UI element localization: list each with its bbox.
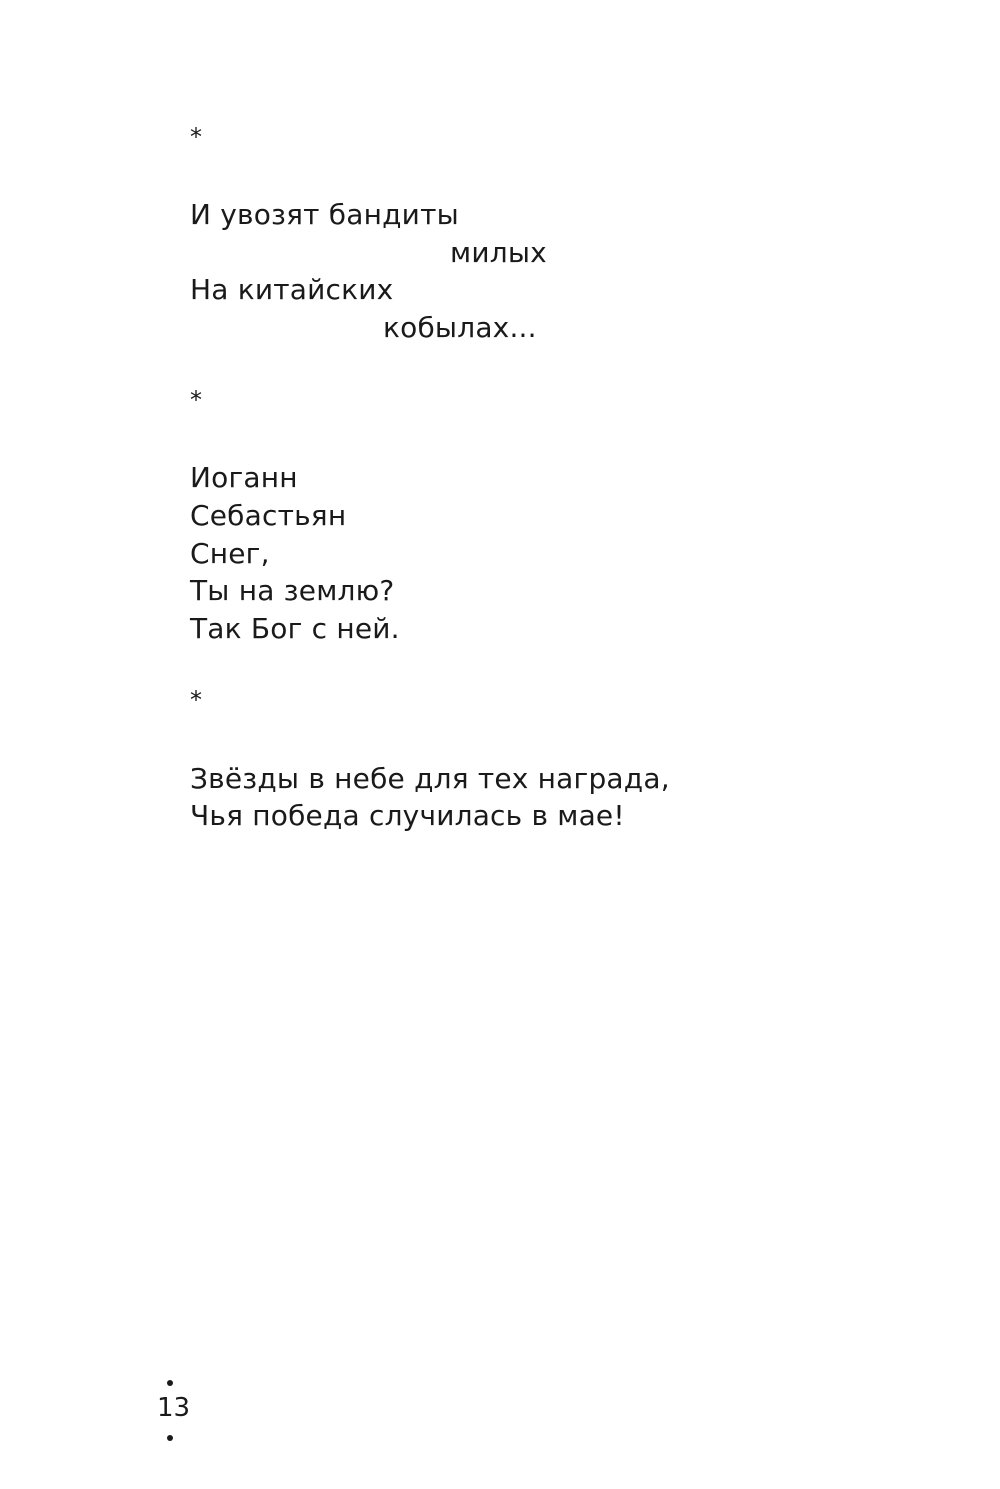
separator-asterisk: * bbox=[190, 386, 202, 414]
poem-line: кобылах... bbox=[383, 311, 537, 344]
page-number: 13 bbox=[157, 1393, 191, 1423]
poem-line: милых bbox=[450, 236, 547, 269]
poem-line: Себастьян bbox=[190, 499, 347, 532]
poem-line: Снег, bbox=[190, 537, 270, 570]
poem-line: Ты на землю? bbox=[190, 574, 395, 607]
poem-line: И увозят бандиты bbox=[190, 198, 459, 231]
poem-line: Так Бог с ней. bbox=[190, 612, 400, 645]
poem-line: Иоганн bbox=[190, 461, 298, 494]
decorative-dot bbox=[167, 1435, 173, 1441]
decorative-dot bbox=[167, 1380, 173, 1386]
separator-asterisk: * bbox=[190, 123, 202, 151]
poem-line: Звёзды в небе для тех награда, bbox=[190, 762, 670, 795]
poem-line: На китайских bbox=[190, 273, 394, 306]
separator-asterisk: * bbox=[190, 686, 202, 714]
poem-line: Чья победа случилась в мае! bbox=[190, 799, 625, 832]
